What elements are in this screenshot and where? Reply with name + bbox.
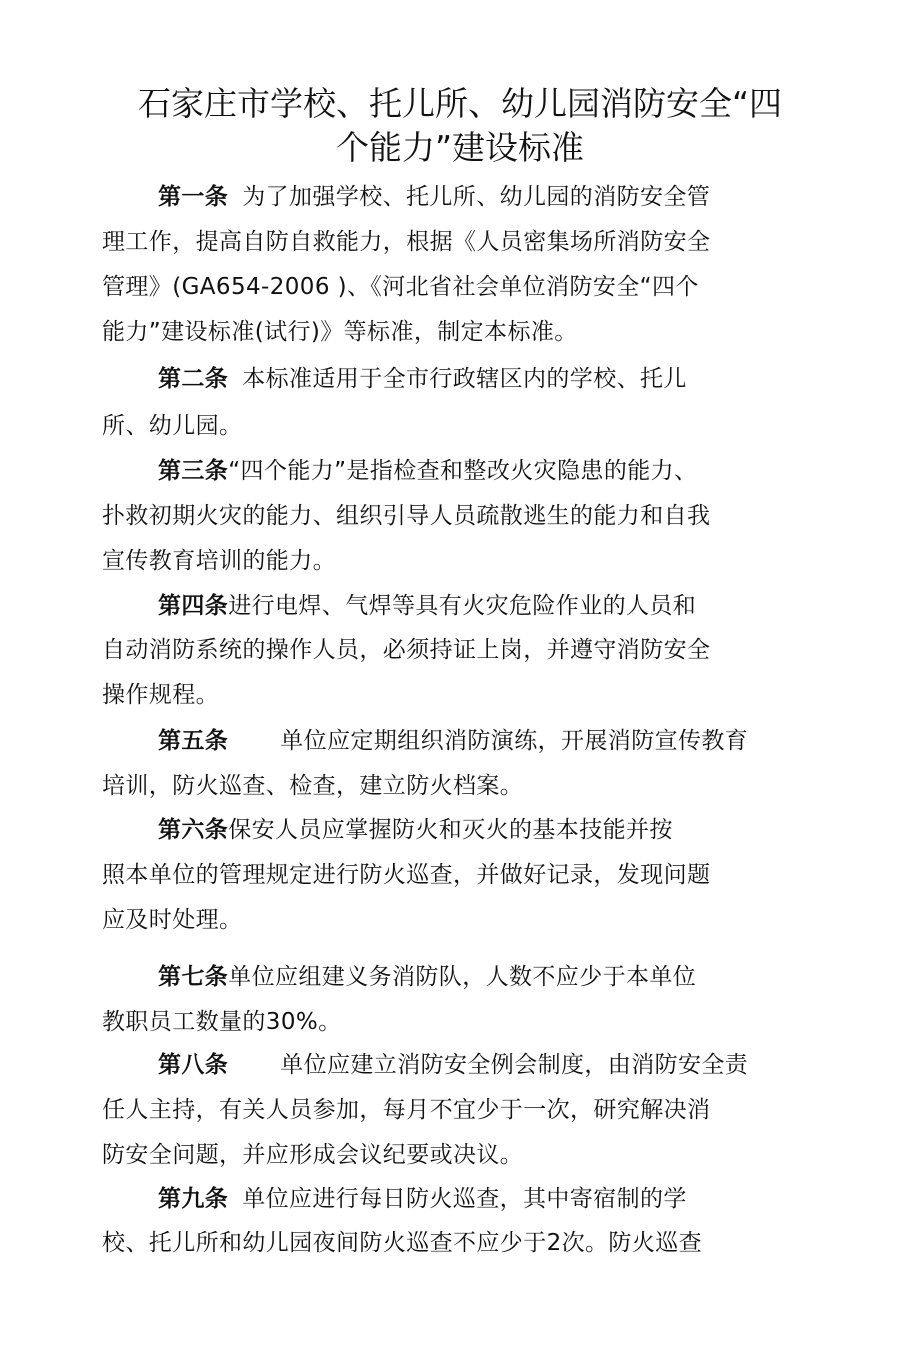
article-4-line-2: 自动消防系统的操作人员，必须持证上岗，并遵守消防安全 xyxy=(102,637,711,663)
article-9-line-2: 校、托儿所和幼儿园夜间防火巡查不应少于2次。防火巡查 xyxy=(102,1230,703,1256)
article-1-line-4: 能力”建设标准(试行)》等标准，制定本标准。 xyxy=(102,319,578,345)
article-5-line-2: 培训，防火巡查、检查，建立防火档案。 xyxy=(102,773,524,799)
article-3-label: 第三条 xyxy=(158,458,229,484)
article-6-line-3: 应及时处理。 xyxy=(102,907,243,933)
article-3-line-1: 第三条“四个能力”是指检查和整改火灾隐患的能力、 xyxy=(158,458,698,484)
article-7-label: 第七条 xyxy=(158,964,229,990)
article-6-line-2: 照本单位的管理规定进行防火巡查，并做好记录，发现问题 xyxy=(102,862,711,888)
article-4-line-3: 操作规程。 xyxy=(102,682,219,708)
article-6-label: 第六条 xyxy=(158,817,229,843)
article-2-line-2: 所、幼儿园。 xyxy=(102,413,243,439)
document-title-line-1: 石家庄市学校、托儿所、幼儿园消防安全“四 xyxy=(137,84,783,123)
article-9-line-1: 第九条 单位应进行每日防火巡查，其中寄宿制的学 xyxy=(158,1186,687,1212)
article-2-label: 第二条 xyxy=(158,366,229,392)
article-2-line-1: 第二条 本标准适用于全市行政辖区内的学校、托儿 xyxy=(158,366,687,392)
article-7-line-2: 教职员工数量的30%。 xyxy=(102,1009,342,1035)
article-5-line-1: 第五条 单位应定期组织消防演练，开展消防宣传教育 xyxy=(158,728,749,754)
article-8-label: 第八条 xyxy=(158,1052,229,1078)
article-4-line-1: 第四条进行电焊、气焊等具有火灾危险作业的人员和 xyxy=(158,593,697,619)
article-6-line-1: 第六条保安人员应掌握防火和灭火的基本技能并按 xyxy=(158,817,673,843)
article-8-line-3: 防安全问题，并应形成会议纪要或决议。 xyxy=(102,1142,524,1168)
article-1-line-2: 理工作，提高自防自救能力，根据《人员密集场所消防安全 xyxy=(102,229,711,255)
article-9-label: 第九条 xyxy=(158,1186,229,1212)
article-1-line-1: 第一条 为了加强学校、托儿所、幼儿园的消防安全管 xyxy=(158,184,711,210)
document-title-line-2: 个能力”建设标准 xyxy=(335,128,585,167)
article-3-line-3: 宣传教育培训的能力。 xyxy=(102,548,336,574)
article-7-line-1: 第七条单位应组建义务消防队，人数不应少于本单位 xyxy=(158,964,697,990)
article-5-label: 第五条 xyxy=(158,728,229,754)
article-4-label: 第四条 xyxy=(158,593,229,619)
article-3-line-2: 扑救初期火灾的能力、组织引导人员疏散逃生的能力和自我 xyxy=(102,503,711,529)
article-1-label: 第一条 xyxy=(158,184,229,210)
article-8-line-2: 任人主持，有关人员参加，每月不宜少于一次，研究解决消 xyxy=(102,1097,711,1123)
article-8-line-1: 第八条 单位应建立消防安全例会制度，由消防安全责 xyxy=(158,1052,749,1078)
article-1-line-3: 管理》(GA654-2006 )、《河北省社会单位消防安全“四个 xyxy=(102,274,699,300)
